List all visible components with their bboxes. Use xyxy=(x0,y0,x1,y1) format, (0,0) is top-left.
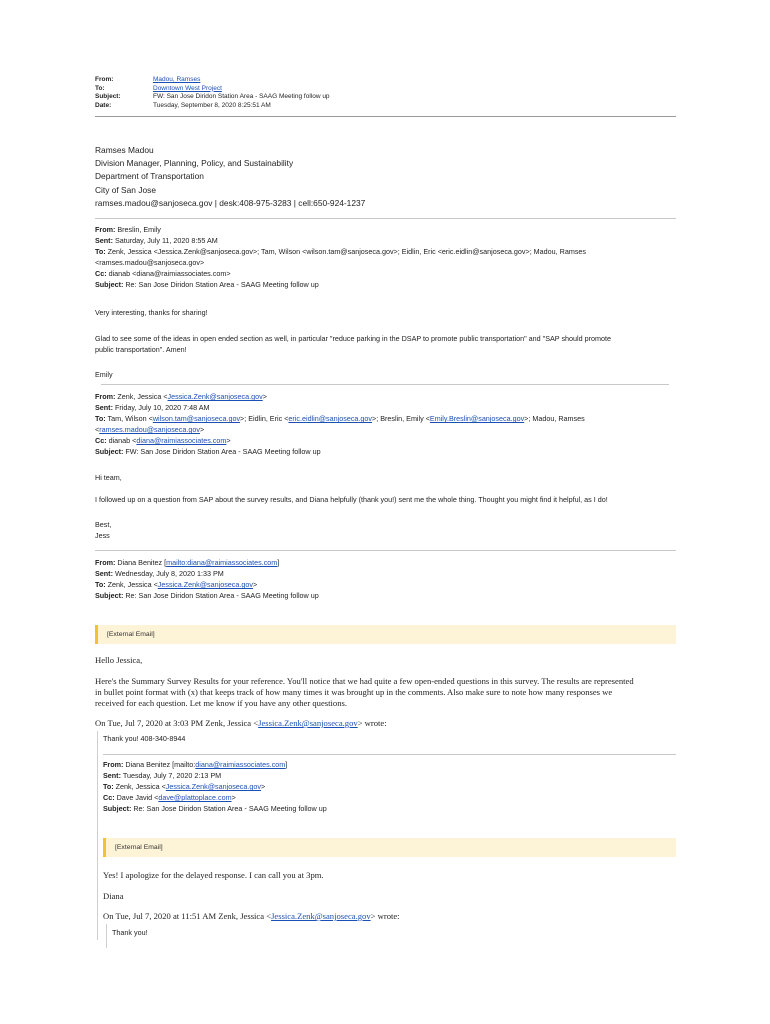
body-line: Here's the Summary Survey Results for your reference. You'll notice that we had quite a few open-ended questions in this survey. The results are represented xyxy=(95,676,634,686)
message-2-header xyxy=(95,391,685,457)
message-4-body: Yes! I apologize for the delayed response. I can call you at 3pm. xyxy=(103,870,324,880)
cc-label: Cc: xyxy=(103,793,115,802)
quote-bar xyxy=(97,731,98,940)
sent-label: Sent: xyxy=(103,771,121,780)
from-prefix: Zenk, Jessica < xyxy=(115,392,168,401)
message-divider xyxy=(95,218,676,219)
to-separator: >; Breslin, Emily < xyxy=(372,414,430,423)
sent-label: Sent: xyxy=(95,569,113,578)
from-label: From: xyxy=(95,392,116,401)
to-label: To: xyxy=(95,84,105,92)
from-label: From: xyxy=(103,760,124,769)
message-2-signoff xyxy=(95,519,111,541)
email-link[interactable]: Jessica.Zenk@sanjoseca.gov xyxy=(167,392,263,401)
banner-text: [External Email] xyxy=(107,631,155,638)
sent-value: Tuesday, July 7, 2020 2:13 PM xyxy=(120,771,222,780)
cc-suffix: > xyxy=(226,436,231,445)
to-suffix: > xyxy=(252,580,258,589)
to-link[interactable]: Downtown West Project xyxy=(153,84,222,92)
cc-prefix: Dave Javid < xyxy=(114,793,159,802)
signature-title: Division Manager, Planning, Policy, and Sustainability xyxy=(95,158,294,169)
sent-value: Wednesday, July 8, 2020 1:33 PM xyxy=(112,569,224,578)
email-link[interactable]: mailto:diana@raimiassociates.com xyxy=(166,558,278,567)
signature-department: Department of Transportation xyxy=(95,171,204,182)
signature-block xyxy=(95,144,365,210)
body-line: in bullet point format with (x) that keeps track of how many times it was brought up in the comments. Also make sure to note how many responses we xyxy=(95,687,613,697)
signature-contact: ramses.madou@sanjoseca.gov | desk:408-975-3283 | cell:650-924-1237 xyxy=(95,197,366,208)
message-4-signoff: Diana xyxy=(103,891,124,901)
email-link[interactable]: eric.eidlin@sanjoseca.gov xyxy=(288,414,372,423)
subject-value: Re: San Jose Diridon Station Area - SAAG Meeting follow up xyxy=(123,591,319,600)
external-email-banner xyxy=(103,838,676,857)
subject-label: Subject: xyxy=(95,447,124,456)
subject-value: FW: San Jose Diridon Station Area - SAAG Meeting follow up xyxy=(153,93,330,101)
message-3-body xyxy=(95,676,685,709)
sent-label: Sent: xyxy=(95,236,113,245)
message-1-signoff: Emily xyxy=(95,370,113,379)
from-suffix: ] xyxy=(277,558,280,567)
subject-label: Subject: xyxy=(95,93,121,101)
body-line: public transportation". Amen! xyxy=(95,345,187,354)
message-3-quote-intro xyxy=(95,718,685,729)
to-suffix: > xyxy=(260,782,266,791)
email-link[interactable]: ramses.madou@sanjoseca.gov xyxy=(99,425,200,434)
quoted-thanks-line: Thank you! xyxy=(112,928,148,937)
message-3-greeting: Hello Jessica, xyxy=(95,655,143,665)
banner-text: [External Email] xyxy=(115,844,163,851)
quote-prefix: On Tue, Jul 7, 2020 at 11:51 AM Zenk, Jessica < xyxy=(103,911,272,921)
email-link[interactable]: diana@raimiassociates.com xyxy=(195,760,286,769)
to-prefix: Zenk, Jessica < xyxy=(105,580,158,589)
email-link[interactable]: dave@plattoplace.com xyxy=(158,793,232,802)
email-link[interactable]: wilson.tam@sanjoseca.gov xyxy=(152,414,241,423)
body-line: received for each question. Let me know if you have any other questions. xyxy=(95,698,348,708)
from-link[interactable]: Madou, Ramses xyxy=(153,76,201,83)
quote-suffix: > wrote: xyxy=(357,718,387,728)
quote-prefix: On Tue, Jul 7, 2020 at 3:03 PM Zenk, Jessica < xyxy=(95,718,259,728)
inner-quote-bar xyxy=(106,924,107,948)
cc-prefix: dianab < xyxy=(106,436,137,445)
email-link[interactable]: Emily.Breslin@sanjoseca.gov xyxy=(429,414,525,423)
to-value-continued: <ramses.madou@sanjoseca.gov> xyxy=(95,258,205,267)
message-4-header xyxy=(103,759,683,814)
from-label: From: xyxy=(95,558,116,567)
sent-label: Sent: xyxy=(95,403,113,412)
message-4-quote-intro xyxy=(103,911,683,922)
subject-value: Re: San Jose Diridon Station Area - SAAG Meeting follow up xyxy=(123,280,319,289)
to-separator: >; Madou, Ramses xyxy=(524,414,585,423)
subject-label: Subject: xyxy=(103,804,132,813)
message-2-greeting: Hi team, xyxy=(95,473,122,482)
cc-suffix: > xyxy=(231,793,236,802)
message-3-header xyxy=(95,557,685,601)
sent-value: Friday, July 10, 2020 7:48 AM xyxy=(112,403,210,412)
cc-label: Cc: xyxy=(95,436,107,445)
subject-label: Subject: xyxy=(95,591,124,600)
message-1-header xyxy=(95,224,685,290)
signoff-line: Jess xyxy=(95,531,110,540)
from-suffix: > xyxy=(262,392,267,401)
signature-city: City of San Jose xyxy=(95,184,156,195)
external-email-banner xyxy=(95,625,676,644)
email-link[interactable]: Jessica.Zenk@sanjoseca.gov xyxy=(258,718,358,728)
from-value: Breslin, Emily xyxy=(115,225,161,234)
from-prefix: Diana Benitez [mailto: xyxy=(123,760,196,769)
body-line: Glad to see some of the ideas in open ended section as well, in particular "reduce parking in the DSAP to promote public transportation" and "SAP should promote xyxy=(95,334,612,343)
subject-value: Re: San Jose Diridon Station Area - SAAG Meeting follow up xyxy=(131,804,327,813)
to-value: Zenk, Jessica <Jessica.Zenk@sanjoseca.gov>; Tam, Wilson <wilson.tam@sanjoseca.gov>; Eidlin, Eric <eric.eidlin@sanjoseca.gov>; Madou, Ramses xyxy=(105,247,587,256)
to-prefix: Tam, Wilson < xyxy=(105,414,153,423)
date-label: Date: xyxy=(95,101,112,109)
to-label: To: xyxy=(95,414,106,423)
from-suffix: ] xyxy=(285,760,288,769)
subject-label: Subject: xyxy=(95,280,124,289)
to-suffix: > xyxy=(200,425,205,434)
from-label: From: xyxy=(95,225,116,234)
to-label: To: xyxy=(103,782,114,791)
to-separator: >; Eidlin, Eric < xyxy=(240,414,289,423)
email-link[interactable]: Jessica.Zenk@sanjoseca.gov xyxy=(165,782,261,791)
email-header xyxy=(95,76,330,110)
message-2-body: I followed up on a question from SAP about the survey results, and Diana helpfully (thank you!) sent me the whole thing. Thought you might find it helpful, as I do! xyxy=(95,495,608,504)
date-value: Tuesday, September 8, 2020 8:25:51 AM xyxy=(153,101,271,109)
sent-value: Saturday, July 11, 2020 8:55 AM xyxy=(112,236,218,245)
email-link[interactable]: diana@raimiassociates.com xyxy=(136,436,227,445)
message-1-body-line: Very interesting, thanks for sharing! xyxy=(95,308,208,317)
header-divider xyxy=(95,116,676,117)
message-divider xyxy=(95,550,676,551)
signoff-line: Best, xyxy=(95,520,112,529)
cc-value: dianab <diana@raimiassociates.com> xyxy=(106,269,231,278)
to-prefix: < xyxy=(95,425,100,434)
message-1-body-paragraph xyxy=(95,333,685,355)
email-link[interactable]: Jessica.Zenk@sanjoseca.gov xyxy=(157,580,253,589)
to-label: To: xyxy=(95,247,106,256)
from-label: From: xyxy=(95,76,114,83)
to-prefix: Zenk, Jessica < xyxy=(113,782,166,791)
message-divider xyxy=(101,384,669,385)
quoted-phone-line: Thank you! 408-340-8944 xyxy=(103,734,186,743)
cc-label: Cc: xyxy=(95,269,107,278)
signature-name: Ramses Madou xyxy=(95,145,154,155)
quote-suffix: > wrote: xyxy=(370,911,400,921)
from-prefix: Diana Benitez [ xyxy=(115,558,167,567)
message-divider xyxy=(103,754,676,755)
email-link[interactable]: Jessica.Zenk@sanjoseca.gov xyxy=(271,911,371,921)
to-label: To: xyxy=(95,580,106,589)
subject-value: FW: San Jose Diridon Station Area - SAAG Meeting follow up xyxy=(123,447,321,456)
